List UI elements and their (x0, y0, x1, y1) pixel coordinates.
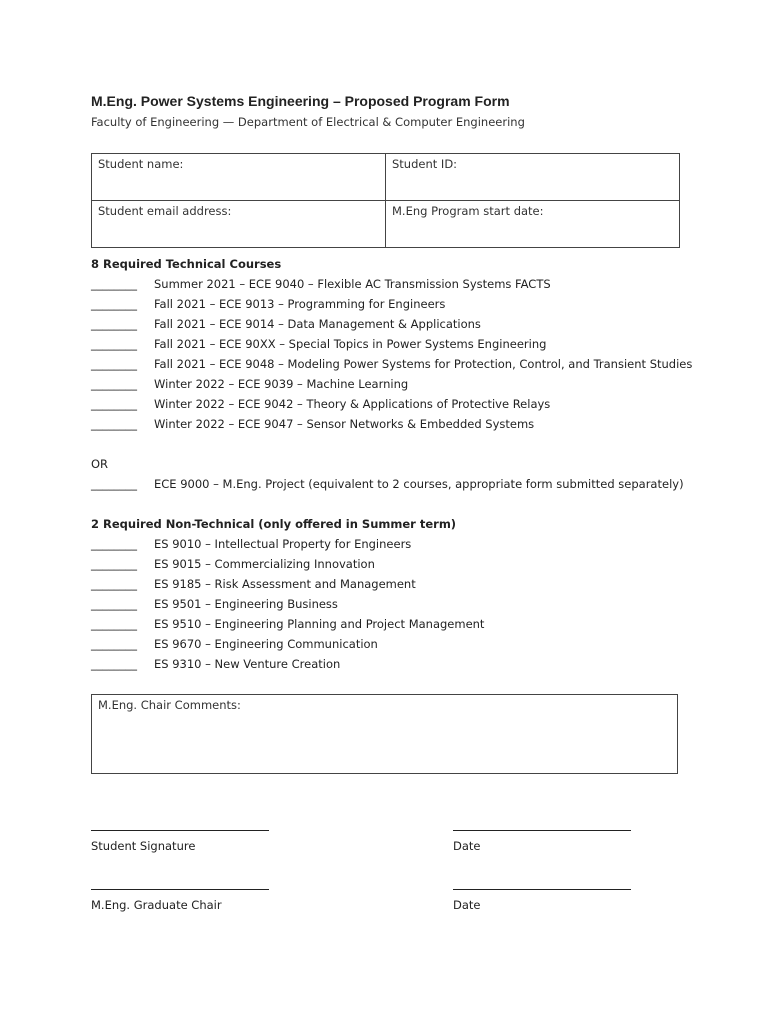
course-label: ES 9501 – Engineering Business (154, 597, 338, 611)
student-date-line[interactable] (453, 822, 631, 831)
course-row (91, 554, 484, 574)
course-row (91, 374, 692, 394)
course-checkbox-blank[interactable]: ________ (91, 617, 137, 631)
course-checkbox-blank[interactable]: ________ (91, 397, 137, 411)
course-checkbox-blank[interactable]: ________ (91, 557, 137, 571)
course-checkbox-blank[interactable]: ________ (91, 297, 137, 311)
course-label: Winter 2022 – ECE 9047 – Sensor Networks & Embedded Systems (154, 417, 535, 431)
non-technical-courses-section (91, 514, 484, 674)
course-label: Winter 2022 – ECE 9042 – Theory & Applications of Protective Relays (154, 397, 551, 411)
chair-comments-label: M.Eng. Chair Comments: (98, 698, 241, 712)
course-label: ES 9310 – New Venture Creation (154, 657, 341, 671)
course-row (91, 314, 692, 334)
student-date-block (453, 822, 631, 853)
course-checkbox-blank[interactable]: ________ (91, 377, 137, 391)
course-row (91, 274, 692, 294)
course-label: Summer 2021 – ECE 9040 – Flexible AC Transmission Systems FACTS (154, 277, 551, 291)
project-checkbox-blank[interactable]: ________ (91, 477, 137, 491)
start-date-field[interactable] (386, 201, 680, 248)
form-subtitle: Faculty of Engineering — Department of Electrical & Computer Engineering (91, 115, 525, 129)
course-row (91, 334, 692, 354)
student-name-label: Student name: (98, 157, 184, 171)
student-signature-line[interactable] (91, 822, 269, 831)
course-checkbox-blank[interactable]: ________ (91, 537, 137, 551)
course-label: ES 9510 – Engineering Planning and Project Management (154, 617, 485, 631)
project-row (91, 474, 684, 494)
course-checkbox-blank[interactable]: ________ (91, 357, 137, 371)
alternative-section (91, 454, 684, 494)
course-label: ES 9670 – Engineering Communication (154, 637, 378, 651)
or-label: OR (91, 457, 109, 471)
chair-signature-line[interactable] (91, 881, 269, 890)
chair-date-label: Date (453, 898, 481, 912)
course-row (91, 574, 484, 594)
student-email-label: Student email address: (98, 204, 232, 218)
chair-date-block (453, 881, 631, 912)
student-id-label: Student ID: (392, 157, 458, 171)
student-id-field[interactable] (386, 154, 680, 201)
course-label: ES 9010 – Intellectual Property for Engineers (154, 537, 412, 551)
student-signature-label: Student Signature (91, 839, 196, 853)
course-label: Fall 2021 – ECE 9013 – Programming for Engineers (154, 297, 446, 311)
course-checkbox-blank[interactable]: ________ (91, 577, 137, 591)
course-label: Fall 2021 – ECE 9014 – Data Management & Applications (154, 317, 481, 331)
course-row (91, 294, 692, 314)
course-checkbox-blank[interactable]: ________ (91, 417, 137, 431)
course-label: ES 9015 – Commercializing Innovation (154, 557, 375, 571)
student-signature-block (91, 822, 269, 853)
start-date-label: M.Eng Program start date: (392, 204, 544, 218)
technical-courses-section (91, 254, 692, 434)
course-row (91, 654, 484, 674)
course-checkbox-blank[interactable]: ________ (91, 317, 137, 331)
student-email-field[interactable] (92, 201, 386, 248)
course-row (91, 414, 692, 434)
course-checkbox-blank[interactable]: ________ (91, 597, 137, 611)
chair-signature-label: M.Eng. Graduate Chair (91, 898, 222, 912)
course-row (91, 614, 484, 634)
course-checkbox-blank[interactable]: ________ (91, 637, 137, 651)
course-row (91, 534, 484, 554)
course-label: ES 9185 – Risk Assessment and Management (154, 577, 416, 591)
course-label: Fall 2021 – ECE 9048 – Modeling Power Systems for Protection, Control, and Transient Studies (154, 357, 693, 371)
course-row (91, 594, 484, 614)
student-info-table (91, 153, 680, 248)
chair-signature-block (91, 881, 269, 912)
chair-comments-box[interactable] (91, 694, 678, 774)
form-title: M.Eng. Power Systems Engineering – Proposed Program Form (91, 93, 510, 109)
project-label: ECE 9000 – M.Eng. Project (equivalent to 2 courses, appropriate form submitted separately) (154, 477, 684, 491)
course-label: Fall 2021 – ECE 90XX – Special Topics in Power Systems Engineering (154, 337, 547, 351)
course-row (91, 394, 692, 414)
technical-courses-title: 8 Required Technical Courses (91, 257, 282, 271)
course-row (91, 354, 692, 374)
course-label: Winter 2022 – ECE 9039 – Machine Learning (154, 377, 409, 391)
course-checkbox-blank[interactable]: ________ (91, 657, 137, 671)
course-checkbox-blank[interactable]: ________ (91, 277, 137, 291)
student-date-label: Date (453, 839, 481, 853)
course-row (91, 634, 484, 654)
course-checkbox-blank[interactable]: ________ (91, 337, 137, 351)
non-technical-courses-title: 2 Required Non-Technical (only offered in Summer term) (91, 517, 457, 531)
student-name-field[interactable] (92, 154, 386, 201)
chair-date-line[interactable] (453, 881, 631, 890)
